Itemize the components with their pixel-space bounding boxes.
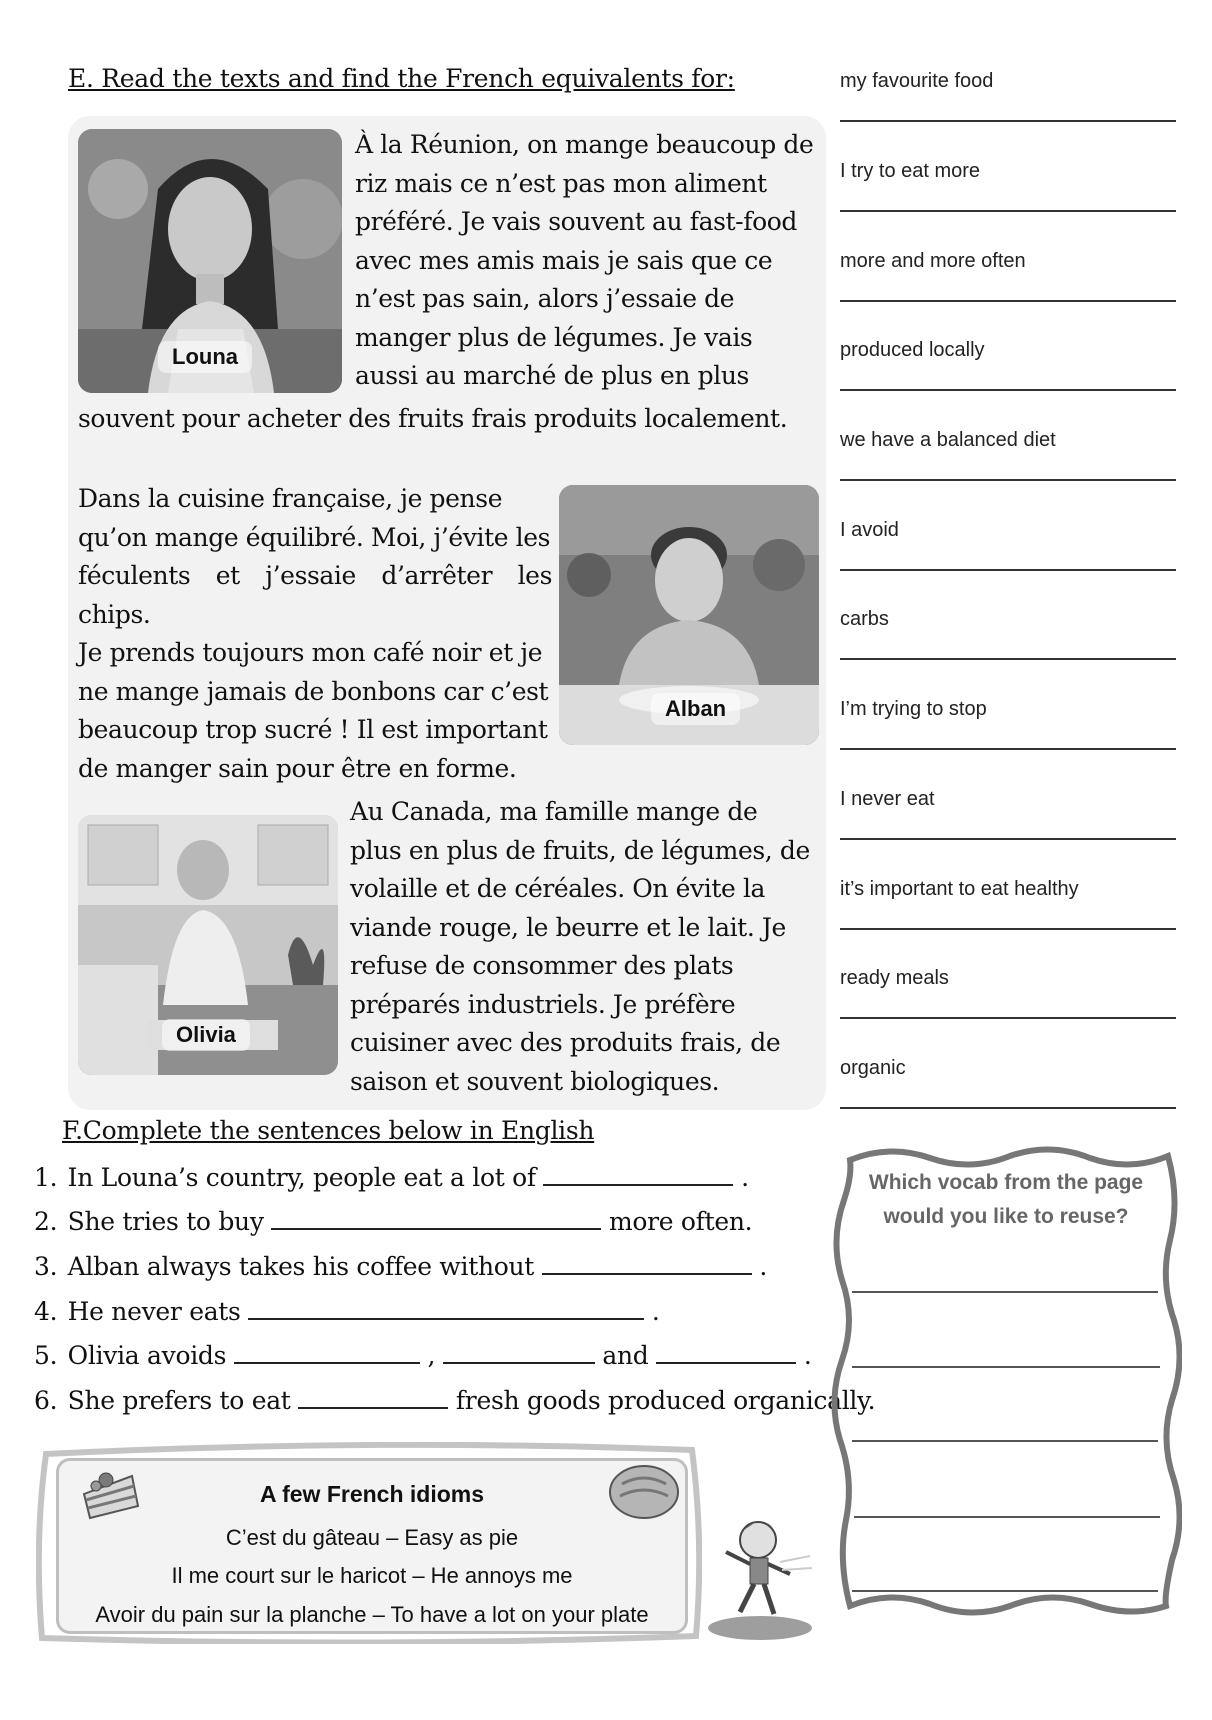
alban-text: [78, 480, 552, 788]
answer-line[interactable]: [840, 479, 1176, 481]
reuse-answer-line[interactable]: [852, 1366, 1160, 1368]
text-line: refuse de consommer des plats: [350, 951, 734, 980]
answer-line[interactable]: [840, 1107, 1176, 1109]
vocab-label: ready meals: [840, 967, 949, 989]
vocab-item: [840, 160, 1176, 183]
answer-blank[interactable]: [443, 1340, 595, 1364]
question-text: She prefers to eat: [67, 1386, 291, 1415]
answer-line[interactable]: [840, 658, 1176, 660]
text-line: saison et souvent biologiques.: [350, 1066, 720, 1096]
text-line: Au Canada, ma famille mange de: [350, 797, 758, 826]
vocab-label: more and more often: [840, 250, 1026, 272]
question-row: [34, 1340, 811, 1370]
reuse-answer-line[interactable]: [852, 1590, 1158, 1592]
answer-line[interactable]: [840, 569, 1176, 571]
answer-blank[interactable]: [234, 1340, 420, 1364]
idiom-line: Avoir du pain sur la planche – To have a lot on your plate: [95, 1602, 649, 1627]
question-end: fresh goods produced organically.: [455, 1386, 876, 1415]
louna-photo: [78, 129, 342, 393]
vocab-label: we have a balanced diet: [840, 429, 1056, 451]
text-line: ne mange jamais de bonbons car c’est: [78, 676, 549, 706]
answer-line[interactable]: [840, 300, 1176, 302]
text-line: qu’on mange équilibré. Moi, j’évite les: [78, 522, 551, 552]
text-line: plus en plus de fruits, de légumes, de: [350, 835, 810, 865]
vocab-item: [840, 250, 1176, 273]
question-number: 2.: [34, 1207, 58, 1236]
vocab-label: carbs: [840, 608, 889, 630]
louna-label: Louna: [158, 341, 252, 373]
vocab-item: [840, 1057, 1176, 1080]
text-line: préparés industriels. Je préfère: [350, 989, 736, 1019]
olivia-photo: [78, 815, 338, 1075]
reuse-title: [850, 1166, 1162, 1234]
answer-blank[interactable]: [271, 1206, 601, 1230]
vocab-item: [840, 967, 1176, 990]
question-end: .: [741, 1163, 749, 1192]
vocab-label: I’m trying to stop: [840, 698, 987, 720]
olivia-label: Olivia: [162, 1019, 250, 1051]
question-text: She tries to buy: [67, 1207, 264, 1236]
vocab-label: it’s important to eat healthy: [840, 878, 1079, 900]
vocab-item: [840, 878, 1176, 901]
question-row: [34, 1206, 752, 1236]
bread-icon: [608, 1462, 680, 1522]
answer-blank[interactable]: [298, 1385, 448, 1409]
question-number: 3.: [34, 1252, 58, 1281]
idioms-card: [56, 1458, 688, 1634]
question-end: more often.: [608, 1207, 753, 1236]
question-number: 6.: [34, 1386, 58, 1415]
question-text: Alban always takes his coffee without: [67, 1252, 535, 1281]
answer-line[interactable]: [840, 928, 1176, 930]
question-text: In Louna’s country, people eat a lot of: [67, 1163, 536, 1192]
text-line: n’est pas sain, alors j’essaie de: [355, 284, 735, 313]
text-line: aussi au marché de plus en plus: [355, 361, 749, 390]
answer-blank[interactable]: [656, 1340, 796, 1364]
vocab-label: produced locally: [840, 339, 985, 361]
answer-blank[interactable]: [248, 1296, 644, 1320]
answer-blank[interactable]: [543, 1162, 733, 1186]
vocab-label: I avoid: [840, 519, 899, 541]
idioms-title: A few French idioms: [259, 1481, 485, 1507]
text-line: de manger sain pour être en forme.: [78, 753, 517, 783]
question-number: 5.: [34, 1341, 58, 1370]
question-text: He never eats: [67, 1297, 241, 1326]
question-text: Olivia avoids: [67, 1341, 227, 1370]
question-row: [34, 1162, 749, 1192]
vocab-label: I never eat: [840, 788, 935, 810]
text-line: avec mes amis mais je sais que ce: [355, 245, 773, 275]
cake-icon: [80, 1466, 142, 1522]
text-line: Dans la cuisine française, je pense: [78, 484, 503, 513]
idiom-line: Il me court sur le haricot – He annoys me: [171, 1563, 573, 1588]
running-character-icon: [700, 1512, 820, 1644]
question-comma: ,: [427, 1341, 436, 1370]
text-line: Je prends toujours mon café noir et je: [78, 638, 543, 667]
idiom-line: C’est du gâteau – Easy as pie: [225, 1525, 519, 1550]
answer-line[interactable]: [840, 748, 1176, 750]
answer-line[interactable]: [840, 120, 1176, 122]
question-number: 4.: [34, 1297, 58, 1326]
answer-line[interactable]: [840, 1017, 1176, 1019]
question-number: 1.: [34, 1163, 58, 1192]
text-line: beaucoup trop sucré ! Il est important: [78, 715, 548, 744]
text-line: À la Réunion, on mange beaucoup de: [355, 130, 814, 159]
text-line: volaille et de céréales. On évite la: [350, 874, 766, 903]
text-line: cuisiner avec des produits frais, de: [350, 1028, 781, 1057]
vocab-item: [840, 608, 1176, 631]
question-row: [34, 1251, 767, 1281]
vocab-item: [840, 70, 1176, 93]
answer-line[interactable]: [840, 210, 1176, 212]
reuse-title-line: would you like to reuse?: [883, 1205, 1129, 1228]
vocab-item: [840, 788, 1176, 811]
question-end: .: [803, 1341, 812, 1370]
answer-line[interactable]: [840, 838, 1176, 840]
reuse-answer-line[interactable]: [852, 1291, 1158, 1293]
alban-photo: [559, 485, 819, 745]
text-line: manger plus de légumes. Je vais: [355, 322, 753, 352]
vocab-label: I try to eat more: [840, 160, 981, 182]
vocab-label: organic: [840, 1057, 906, 1079]
vocab-item: [840, 429, 1176, 452]
question-row: [34, 1385, 875, 1415]
louna-text: [355, 126, 816, 396]
question-and: and: [602, 1341, 649, 1370]
answer-line[interactable]: [840, 389, 1176, 391]
reuse-answer-line[interactable]: [852, 1440, 1158, 1442]
reuse-title-line: Which vocab from the page: [868, 1171, 1144, 1194]
reuse-answer-line[interactable]: [854, 1516, 1160, 1518]
vocab-item: [840, 698, 1176, 721]
olivia-text: [350, 793, 820, 1101]
vocab-label: my favourite food: [840, 70, 994, 92]
text-line: féculents et j’essaie d’arrêter les chips.: [78, 561, 552, 629]
question-row: [34, 1296, 660, 1326]
question-end: .: [759, 1252, 768, 1281]
louna-text-last-line: souvent pour acheter des fruits frais produits localement.: [78, 404, 788, 433]
vocab-item: [840, 339, 1176, 362]
text-line: préféré. Je vais souvent au fast-food: [355, 207, 797, 236]
section-e-title: E. Read the texts and find the French equivalents for:: [68, 64, 735, 93]
vocab-item: [840, 519, 1176, 542]
question-end: .: [651, 1297, 660, 1326]
answer-blank[interactable]: [542, 1251, 752, 1275]
section-f-title: F.Complete the sentences below in English: [62, 1116, 595, 1145]
text-line: viande rouge, le beurre et le lait. Je: [350, 912, 786, 942]
alban-label: Alban: [651, 693, 740, 725]
text-line: riz mais ce n’est pas mon aliment: [355, 168, 767, 198]
